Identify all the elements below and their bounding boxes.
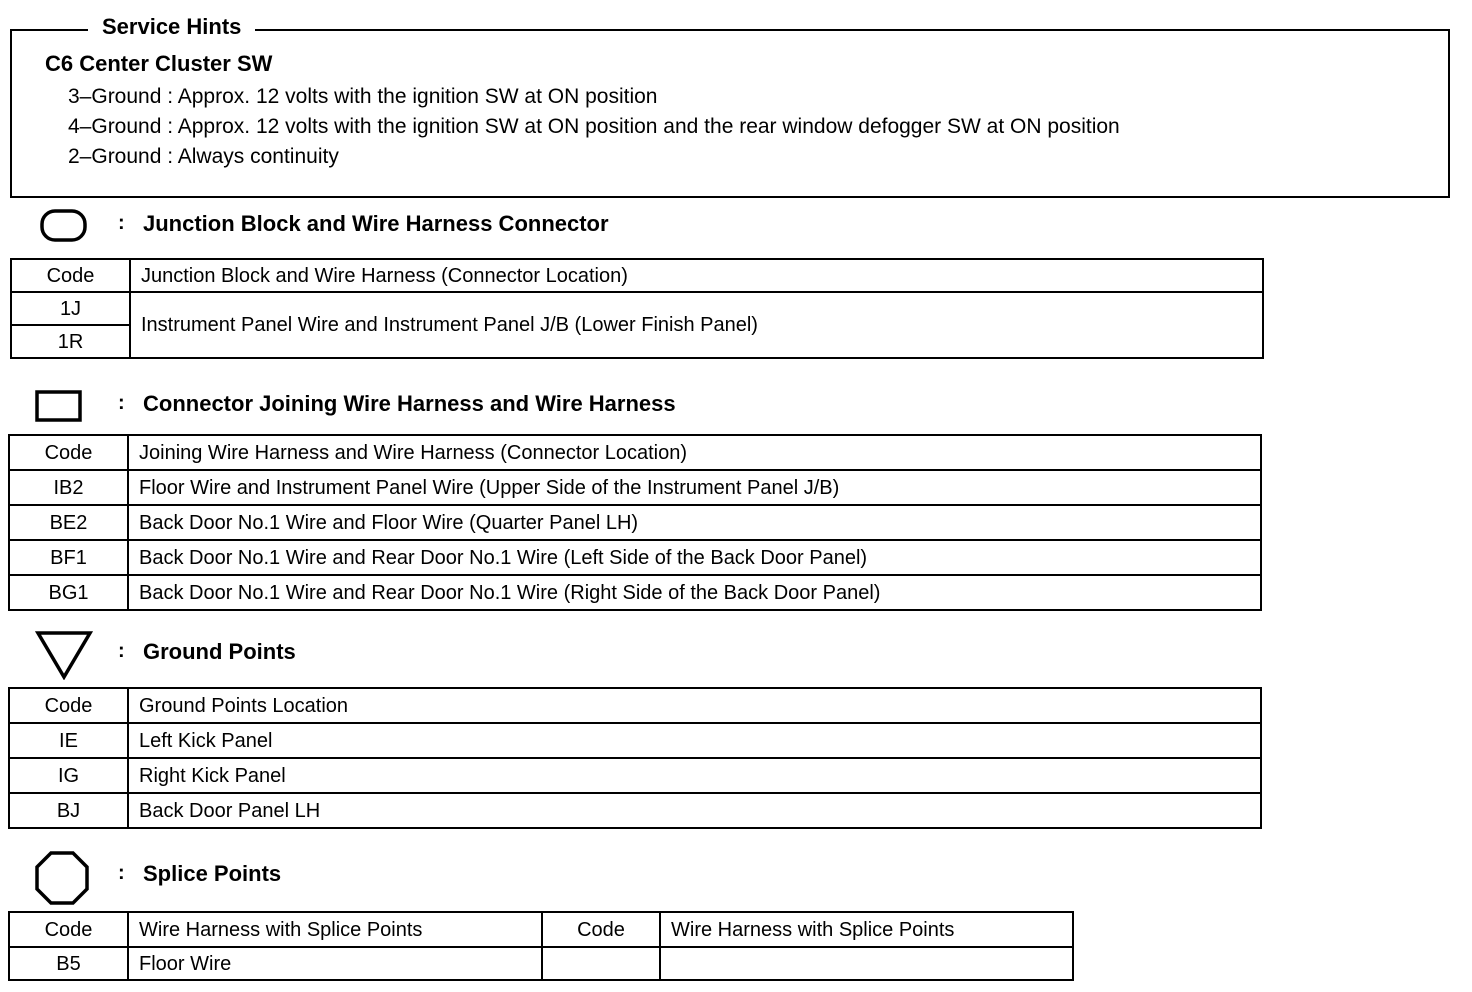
service-hint-line: 4–Ground : Approx. 12 volts with the ignition SW at ON position and the rear window defogger SW at ON position [68,115,1120,138]
code-cell: IB2 [9,470,128,505]
service-hints-title: Service Hints [88,14,255,40]
table-row [11,292,1263,325]
header-code: Code [9,435,128,470]
desc-cell: Floor Wire and Instrument Panel Wire (Upper Side of the Instrument Panel J/B) [128,470,1261,505]
triangle-down-icon [35,630,93,680]
service-hint-line: 3–Ground : Approx. 12 volts with the ignition SW at ON position [68,85,658,108]
header-desc: Joining Wire Harness and Wire Harness (Connector Location) [128,435,1261,470]
splice-table [8,911,1074,981]
connector-section-title: Connector Joining Wire Harness and Wire Harness [143,391,676,416]
desc-cell: Right Kick Panel [128,758,1261,793]
junction-table [10,258,1264,359]
header-desc: Junction Block and Wire Harness (Connector Location) [130,259,1263,292]
rectangle-icon [35,390,83,424]
table-row [9,470,1261,505]
header-code: Code [9,912,128,947]
table-row [9,575,1261,610]
desc-cell [660,947,1073,980]
octagon-icon [35,851,89,905]
table-row [9,723,1261,758]
desc-cell: Back Door No.1 Wire and Rear Door No.1 Wire (Right Side of the Back Door Panel) [128,575,1261,610]
code-cell: B5 [9,947,128,980]
header-code: Code [9,688,128,723]
table-row [9,758,1261,793]
header-code: Code [542,912,660,947]
ground-table [8,687,1262,829]
desc-cell: Back Door No.1 Wire and Rear Door No.1 Wire (Left Side of the Back Door Panel) [128,540,1261,575]
code-cell: IE [9,723,128,758]
ground-section-title: Ground Points [143,639,296,664]
table-header-row [9,435,1261,470]
table-row [9,505,1261,540]
header-desc: Ground Points Location [128,688,1261,723]
table-header-row [9,688,1261,723]
rounded-rectangle-icon [40,208,88,244]
code-cell: BJ [9,793,128,828]
desc-cell: Back Door Panel LH [128,793,1261,828]
desc-cell: Instrument Panel Wire and Instrument Panel J/B (Lower Finish Panel) [130,292,1263,358]
header-desc: Wire Harness with Splice Points [660,912,1073,947]
section-colon: : [118,640,125,662]
table-row [9,793,1261,828]
desc-cell: Floor Wire [128,947,542,980]
code-cell: BE2 [9,505,128,540]
table-header-row [9,912,1073,947]
section-colon: : [118,392,125,414]
code-cell [542,947,660,980]
service-hints-heading: C6 Center Cluster SW [45,51,273,76]
code-cell: BF1 [9,540,128,575]
desc-cell: Back Door No.1 Wire and Floor Wire (Quarter Panel LH) [128,505,1261,540]
connector-table [8,434,1262,611]
table-header-row [11,259,1263,292]
code-cell: IG [9,758,128,793]
junction-section-title: Junction Block and Wire Harness Connector [143,211,609,236]
header-desc: Wire Harness with Splice Points [128,912,542,947]
header-code: Code [11,259,130,292]
service-hint-line: 2–Ground : Always continuity [68,145,339,168]
section-colon: : [118,212,125,234]
code-cell: 1J [11,292,130,325]
table-row [9,540,1261,575]
code-cell: BG1 [9,575,128,610]
splice-section-title: Splice Points [143,861,282,886]
section-colon: : [118,862,125,884]
desc-cell: Left Kick Panel [128,723,1261,758]
table-row [9,947,1073,980]
code-cell: 1R [11,325,130,358]
